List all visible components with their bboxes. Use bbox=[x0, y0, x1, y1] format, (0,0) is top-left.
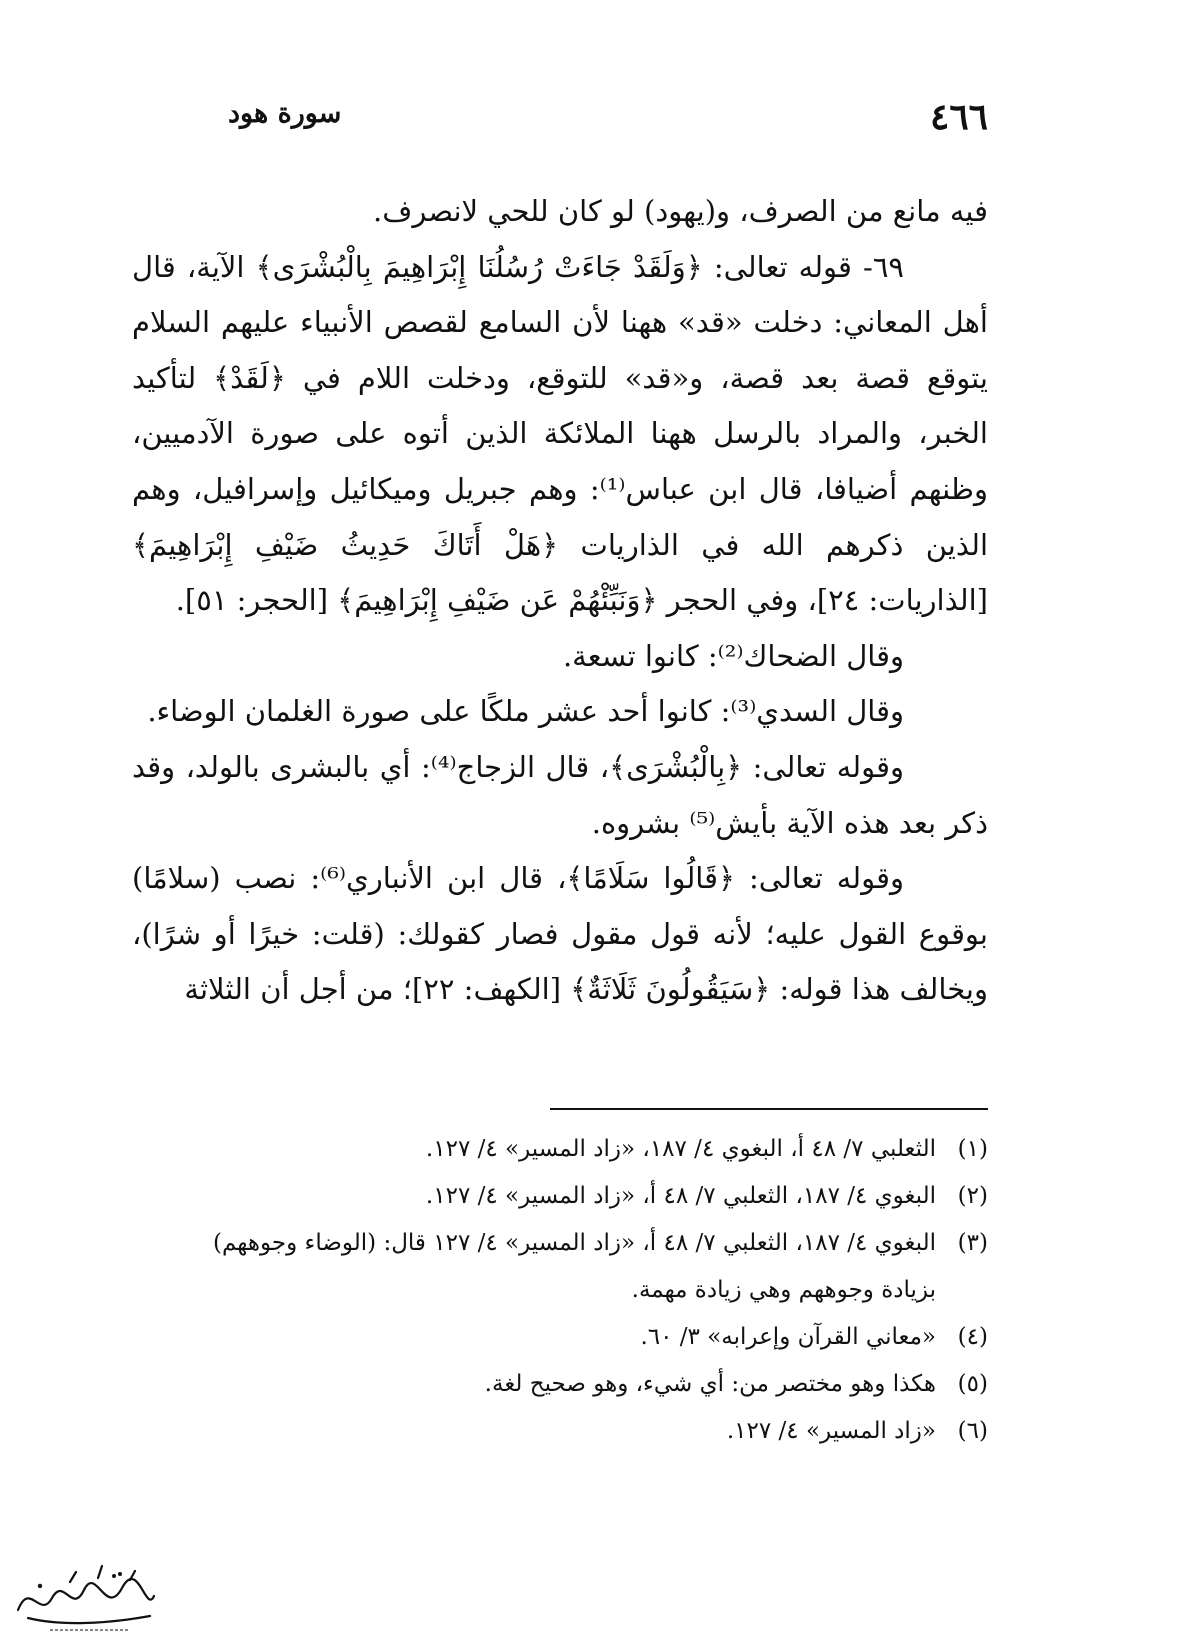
footnote-separator bbox=[550, 1108, 988, 1110]
footnote-number: (١) bbox=[957, 1136, 988, 1162]
paragraph: فيه مانع من الصرف، و(يهود) لو كان للحي لانصرف. bbox=[373, 194, 988, 228]
main-text bbox=[132, 184, 988, 1018]
footnote bbox=[132, 1361, 988, 1408]
footnote-text: هكذا وهو مختصر من: أي شيء، وهو صحيح لغة. bbox=[484, 1371, 936, 1397]
footnote-text: البغوي ٤/ ١٨٧، الثعلبي ٧/ ٤٨ أ، «زاد المسير» ٤/ ١٢٧ قال: (الوضاء وجوههم) bbox=[213, 1230, 936, 1256]
paragraph: ٦٩- قوله تعالى: ﴿وَلَقَدْ جَاءَتْ رُسُلُنَا إِبْرَاهِيمَ بِالْبُشْرَى﴾ الآية، قال أهل المعاني: دخلت «قد» ههنا لأن السامع لقصص الأنبياء عليهم السلام يتوقع قصة بعد قصة، و«قد» للتوقع، ودخلت اللام في ﴿لَقَدْ﴾ لتأكيد الخبر، والمراد بالرسل ههنا الملائكة الذين أتوه على صورة الآدميين، وظنهم أضيافا، قال ابن عباس⁽¹⁾: وهم جبريل وميكائيل وإسرافيل، وهم الذين ذكرهم الله في الذاريات ﴿هَلْ أَتَاكَ حَدِيثُ ضَيْفِ إِبْرَاهِيمَ﴾ [الذاريات: ٢٤]، وفي الحجر ﴿وَنَبِّئْهُمْ عَن ضَيْفِ إِبْرَاهِيمَ﴾ [الحجر: ٥١]. bbox=[132, 249, 988, 618]
footnote-continuation: بزيادة وجوههم وهي زيادة مهمة. bbox=[631, 1277, 936, 1303]
footnote bbox=[132, 1126, 988, 1173]
page-header bbox=[228, 96, 988, 146]
footnote bbox=[132, 1220, 988, 1314]
footnote-number: (٦) bbox=[957, 1418, 988, 1444]
footnote-number: (٥) bbox=[957, 1371, 988, 1397]
footnote-text: الثعلبي ٧/ ٤٨ أ، البغوي ٤/ ١٨٧، «زاد المسير» ٤/ ١٢٧. bbox=[425, 1136, 936, 1162]
footnote-text: «معاني القرآن وإعرابه» ٣/ ٦٠. bbox=[640, 1324, 936, 1350]
page-number: ٤٦٦ bbox=[929, 96, 988, 138]
footnote-text: البغوي ٤/ ١٨٧، الثعلبي ٧/ ٤٨ أ، «زاد المسير» ٤/ ١٢٧. bbox=[425, 1183, 936, 1209]
footnote-number: (٢) bbox=[957, 1183, 988, 1209]
footnote bbox=[132, 1173, 988, 1220]
paragraph: وقال الضحاك⁽²⁾: كانوا تسعة. bbox=[562, 638, 904, 673]
footnote-number: (٣) bbox=[957, 1230, 988, 1256]
footnote-number: (٤) bbox=[957, 1324, 988, 1350]
footnote-text: «زاد المسير» ٤/ ١٢٧. bbox=[726, 1418, 936, 1444]
paragraph: وقوله تعالى: ﴿قَالُوا سَلَامًا﴾، قال ابن الأنباري⁽⁶⁾: نصب (سلامًا) بوقوع القول عليه؛ لأنه قول مقول فصار كقولك: (قلت: خيرًا أو شرًا)، ويخالف هذا قوله: ﴿سَيَقُولُونَ ثَلَاثَةٌ﴾ [الكهف: ٢٢]؛ من أجل أن الثلاثة bbox=[132, 861, 988, 1007]
publisher-logo bbox=[10, 1560, 160, 1636]
surah-title: سورة هود bbox=[228, 98, 342, 129]
footnote bbox=[132, 1408, 988, 1455]
paragraph: وقوله تعالى: ﴿بِالْبُشْرَى﴾، قال الزجاج⁽⁴⁾: أي بالبشرى بالولد، وقد ذكر بعد هذه الآية بأيش⁽⁵⁾ بشروه. bbox=[132, 749, 988, 840]
paragraph: وقال السدي⁽³⁾: كانوا أحد عشر ملكًا على صورة الغلمان الوضاء. bbox=[147, 694, 904, 729]
footnote bbox=[132, 1314, 988, 1361]
footnotes bbox=[132, 1126, 988, 1455]
